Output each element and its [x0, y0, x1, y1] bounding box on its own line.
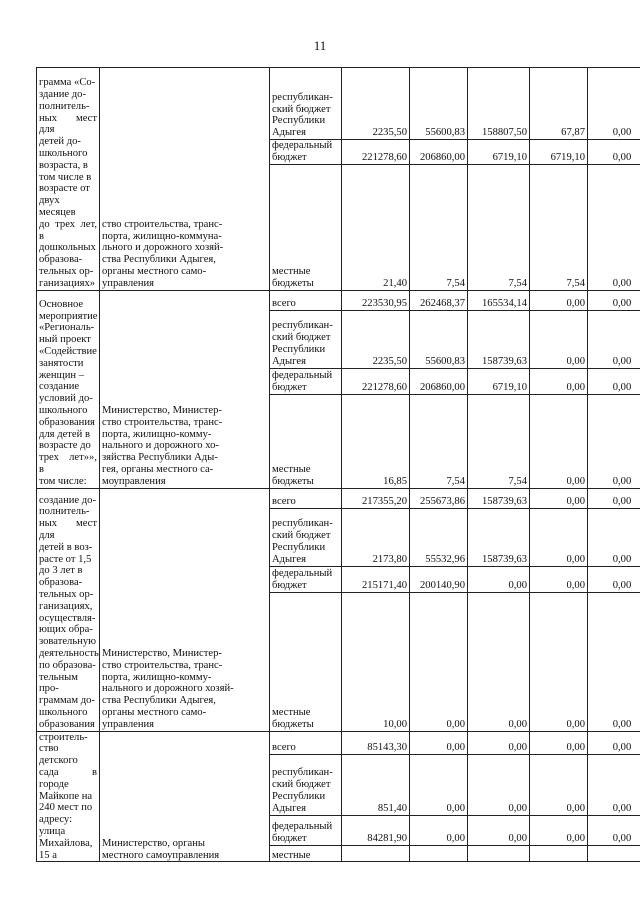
amount-cell: 6719,10	[468, 368, 530, 394]
amount-cell: 0,00	[530, 394, 588, 488]
amount-cell: 21,40	[342, 164, 410, 290]
amount-cell: 0,00	[530, 566, 588, 592]
executors-cell: Министерство, органы местного самоуправления	[100, 731, 270, 862]
amount-cell: 7,54	[530, 164, 588, 290]
amount-cell: 158807,50	[468, 68, 530, 140]
amount-cell: 6719,10	[530, 140, 588, 165]
amount-cell: 221278,60	[342, 368, 410, 394]
table-row	[37, 68, 640, 140]
activity-name-cell: грамма «Со- здание до- полнитель- ных мест для детей до- школьного возраста, в том числе в возрасте от двух месяцев до трех лет, в дошкольных образова- тельных ор- ганизациях»	[37, 68, 100, 291]
amount-cell: 84281,90	[342, 815, 410, 845]
amount-cell: 0,00	[468, 754, 530, 815]
amount-cell: 0,00	[588, 394, 640, 488]
funding-source-cell: республикан- ский бюджет Республики Адыгея	[270, 754, 342, 815]
funding-source-cell: всего	[270, 290, 342, 310]
funding-source-cell: местные	[270, 845, 342, 861]
amount-cell: 223530,95	[342, 290, 410, 310]
amount-cell: 0,00	[588, 140, 640, 165]
funding-source-cell: всего	[270, 731, 342, 754]
amount-cell: 2235,50	[342, 310, 410, 368]
amount-cell: 0,00	[530, 508, 588, 566]
amount-cell: 10,00	[342, 592, 410, 731]
amount-cell: 0,00	[588, 164, 640, 290]
amount-cell: 0,00	[530, 815, 588, 845]
amount-cell: 2173,80	[342, 508, 410, 566]
funding-source-cell: федеральный бюджет	[270, 566, 342, 592]
amount-cell: 0,00	[588, 815, 640, 845]
amount-cell: 7,54	[410, 164, 468, 290]
amount-cell	[342, 845, 410, 861]
amount-cell: 0,00	[530, 592, 588, 731]
amount-cell: 7,54	[468, 164, 530, 290]
amount-cell: 0,00	[530, 310, 588, 368]
amount-cell: 55600,83	[410, 68, 468, 140]
amount-cell: 0,00	[468, 815, 530, 845]
amount-cell: 55600,83	[410, 310, 468, 368]
amount-cell: 0,00	[588, 592, 640, 731]
amount-cell: 67,87	[530, 68, 588, 140]
amount-cell: 55532,96	[410, 508, 468, 566]
amount-cell	[468, 845, 530, 861]
amount-cell: 0,00	[588, 731, 640, 754]
table-row	[37, 488, 640, 508]
amount-cell: 158739,63	[468, 310, 530, 368]
amount-cell: 0,00	[468, 592, 530, 731]
funding-source-cell: республикан- ский бюджет Республики Адыгея	[270, 68, 342, 140]
amount-cell	[530, 845, 588, 861]
amount-cell	[410, 845, 468, 861]
amount-cell: 0,00	[588, 508, 640, 566]
amount-cell: 0,00	[530, 368, 588, 394]
amount-cell: 158739,63	[468, 508, 530, 566]
table-row	[37, 290, 640, 310]
amount-cell: 0,00	[410, 815, 468, 845]
funding-source-cell: всего	[270, 488, 342, 508]
amount-cell: 6719,10	[468, 140, 530, 165]
amount-cell: 7,54	[410, 394, 468, 488]
amount-cell: 206860,00	[410, 140, 468, 165]
activity-name-cell: создание до- полнитель- ных мест для детей в воз- расте от 1,5 до 3 лет в образова- тельных ор- ганизациях, осуществля- ющих обра- зовательную деятельность по образова- тельным про- граммам до- школьного образования	[37, 488, 100, 731]
amount-cell: 200140,90	[410, 566, 468, 592]
amount-cell: 0,00	[588, 488, 640, 508]
funding-source-cell: местные бюджеты	[270, 592, 342, 731]
amount-cell: 0,00	[530, 754, 588, 815]
funding-source-cell: федеральный бюджет	[270, 368, 342, 394]
funding-source-cell: федеральный бюджет	[270, 815, 342, 845]
amount-cell: 0,00	[588, 754, 640, 815]
executors-cell: Министерство, Министер- ство строительства, транс- порта, жилищно-комму- нального и дорожного хозяй- ства Республики Адыгея, органы местного само- управления	[100, 488, 270, 731]
funding-source-cell: местные бюджеты	[270, 164, 342, 290]
amount-cell: 0,00	[530, 290, 588, 310]
amount-cell: 0,00	[588, 310, 640, 368]
funding-source-cell: федеральный бюджет	[270, 140, 342, 165]
executors-cell: ство строительства, транс- порта, жилищно-коммуна- льного и дорожного хозяй- ства Республики Адыгея, органы местного само- управления	[100, 68, 270, 291]
page-number: 11	[313, 38, 327, 53]
amount-cell: 0,00	[410, 754, 468, 815]
amount-cell: 0,00	[530, 488, 588, 508]
executors-cell: Министерство, Министер- ство строительства, транс- порта, жилищно-комму- нального и дорожного хо- зяйства Республики Ады- гея, органы местного са- моуправления	[100, 290, 270, 488]
amount-cell: 16,85	[342, 394, 410, 488]
amount-cell: 0,00	[588, 368, 640, 394]
amount-cell: 158739,63	[468, 488, 530, 508]
funding-source-cell: республикан- ский бюджет Республики Адыгея	[270, 310, 342, 368]
amount-cell: 851,40	[342, 754, 410, 815]
amount-cell	[588, 845, 640, 861]
amount-cell: 0,00	[588, 566, 640, 592]
amount-cell: 0,00	[530, 731, 588, 754]
amount-cell: 262468,37	[410, 290, 468, 310]
table-row	[37, 731, 640, 754]
amount-cell: 165534,14	[468, 290, 530, 310]
amount-cell: 0,00	[468, 731, 530, 754]
amount-cell: 221278,60	[342, 140, 410, 165]
amount-cell: 217355,20	[342, 488, 410, 508]
activity-name-cell: строитель- ство детского сада в городе Майкопе на 240 мест по адресу: улица Михайлова, 15 а	[37, 731, 100, 862]
amount-cell: 0,00	[468, 566, 530, 592]
amount-cell: 0,00	[410, 731, 468, 754]
amount-cell: 206860,00	[410, 368, 468, 394]
amount-cell: 0,00	[410, 592, 468, 731]
amount-cell: 0,00	[588, 290, 640, 310]
activity-name-cell: Основное мероприятие «Региональ- ный проект «Содействие занятости женщин – создание условий до- школьного образования для детей в возрасте до трех лет»», в том числе:	[37, 290, 100, 488]
amount-cell: 2235,50	[342, 68, 410, 140]
amount-cell: 215171,40	[342, 566, 410, 592]
amount-cell: 7,54	[468, 394, 530, 488]
amount-cell: 255673,86	[410, 488, 468, 508]
funding-source-cell: республикан- ский бюджет Республики Адыгея	[270, 508, 342, 566]
amount-cell: 85143,30	[342, 731, 410, 754]
budget-table	[36, 67, 640, 862]
funding-source-cell: местные бюджеты	[270, 394, 342, 488]
amount-cell: 0,00	[588, 68, 640, 140]
